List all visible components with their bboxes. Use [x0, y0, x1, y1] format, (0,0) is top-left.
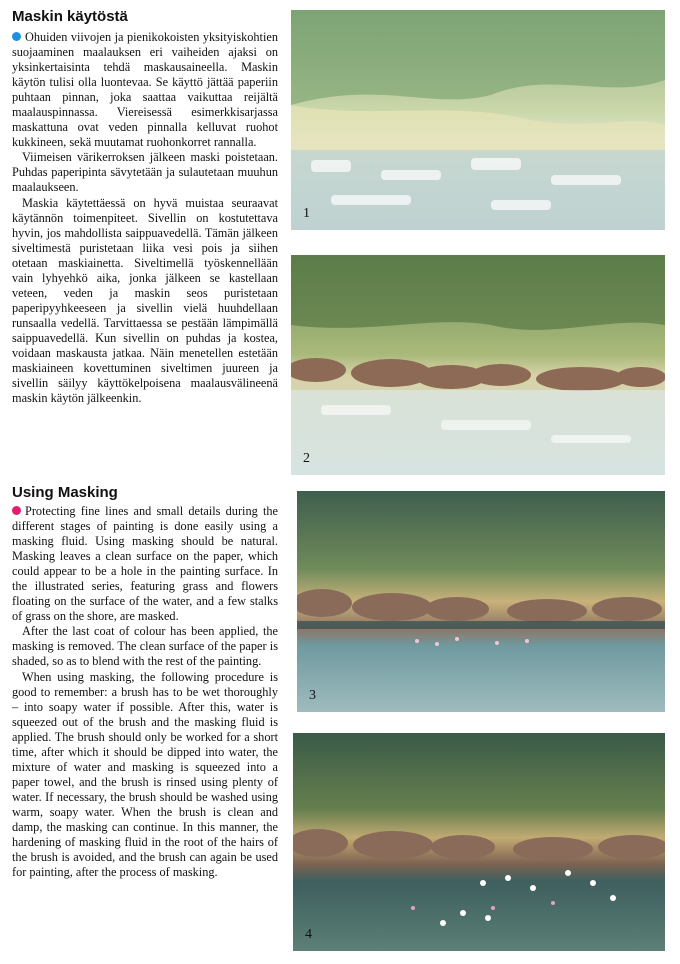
watercolor-figure-4 — [293, 733, 665, 951]
finnish-section — [12, 8, 278, 406]
figure-number-2: 2 — [303, 451, 310, 466]
watercolor-painting-1 — [291, 10, 665, 230]
figure-number-3: 3 — [309, 688, 316, 703]
finnish-paragraph-2: Viimeisen värikerroksen jälkeen maski poistetaan. Puhdas paperipinta sävytetään ja sulautetaan muuhun maalaukseen. — [12, 150, 278, 195]
figure-number-1: 1 — [303, 206, 310, 221]
finnish-paragraph-1: Ohuiden viivojen ja pienikokoisten yksityiskohtien suojaaminen maalauksen eri vaiheiden ajaksi on yksinkertaisinta tehdä maskausaineella. Maskin käytön tulisi olla luontevaa. Se käyttö jättää paperiin puhtaan pinnan, joka saattaa vaikuttaa reijältä maalauspinnassa. Viereisessä esimerkkisarjassa maskattuna ovat veden pinnalla kelluvat ruohot kukkineen, sekä muutamat ruohonkorret rannalla. — [12, 30, 278, 150]
watercolor-painting-3 — [297, 491, 665, 712]
english-paragraph-1: Protecting fine lines and small details during the different stages of painting is done easily using a masking fluid. Using masking should be natural. Masking leaves a clean surface on the paper, which could appear to be a hole in the painting surface. In the illustrated series, featuring grass and flowers floating on the surface of the water, and a few stalks of grass on the shore, are masked. — [12, 504, 278, 624]
english-section — [12, 484, 278, 880]
figure-number-4: 4 — [305, 927, 312, 942]
english-paragraph-2: After the last coat of colour has been applied, the masking is removed. The clean surface of the paper is shaded, so as to blend with the rest of the painting. — [12, 624, 278, 669]
pink-bullet-icon — [12, 506, 21, 515]
finnish-paragraph-3: Maskia käytettäessä on hyvä muistaa seuraavat käytännön toimenpiteet. Sivellin on kostutettava hyvin, jos mahdollista saippuavedellä. Tämän jälkeen siveltimestä puristetaan liika vesi pois ja siihen otetaan maskiainetta. Siveltimellä työskennellään vain lyhyehkö aika, jonka jälkeen se kastellaan veteen, veden ja maskin seos puristetaan paperipyyhkeeseen ja sivellin vielä huuhdellaan runsaalla vedellä. Tarvittaessa se pestään lämpimällä saippuavedellä. Kun sivellin on puhdas ja kostea, voidaan maskausta jatkaa. Näin menetellen estetään maskiaineen kovettuminen siveltimen juureen ja sivellin säilyy käyttökelpoisena maalausvälineenä maskin käytön jälkeenkin. — [12, 195, 278, 406]
blue-bullet-icon — [12, 32, 21, 41]
english-title: Using Masking — [12, 484, 118, 501]
watercolor-figure-2 — [291, 255, 665, 475]
watercolor-figure-3 — [297, 491, 665, 712]
finnish-title: Maskin käytöstä — [12, 8, 128, 25]
watercolor-painting-2 — [291, 255, 665, 475]
watercolor-painting-4 — [293, 733, 665, 951]
watercolor-figure-1 — [291, 10, 665, 230]
english-paragraph-3: When using masking, the following procedure is good to remember: a brush has to be wet thoroughly – into soapy water if possible. After this, water is squeezed out of the brush and the masking fluid is applied. The brush should only be worked for a short time, after which it should be dipped into water, the mixture of water and masking is squeezed into a paper towel, and the brush is rinsed using plenty of water. If necessary, the brush should be washed using warm, soapy water. When the brush is clean and damp, the masking can continue. In this manner, the hardening of masking fluid in the root of the hairs of the brush is avoided, and the brush can again be used for painting, after the process of masking. — [12, 669, 278, 880]
